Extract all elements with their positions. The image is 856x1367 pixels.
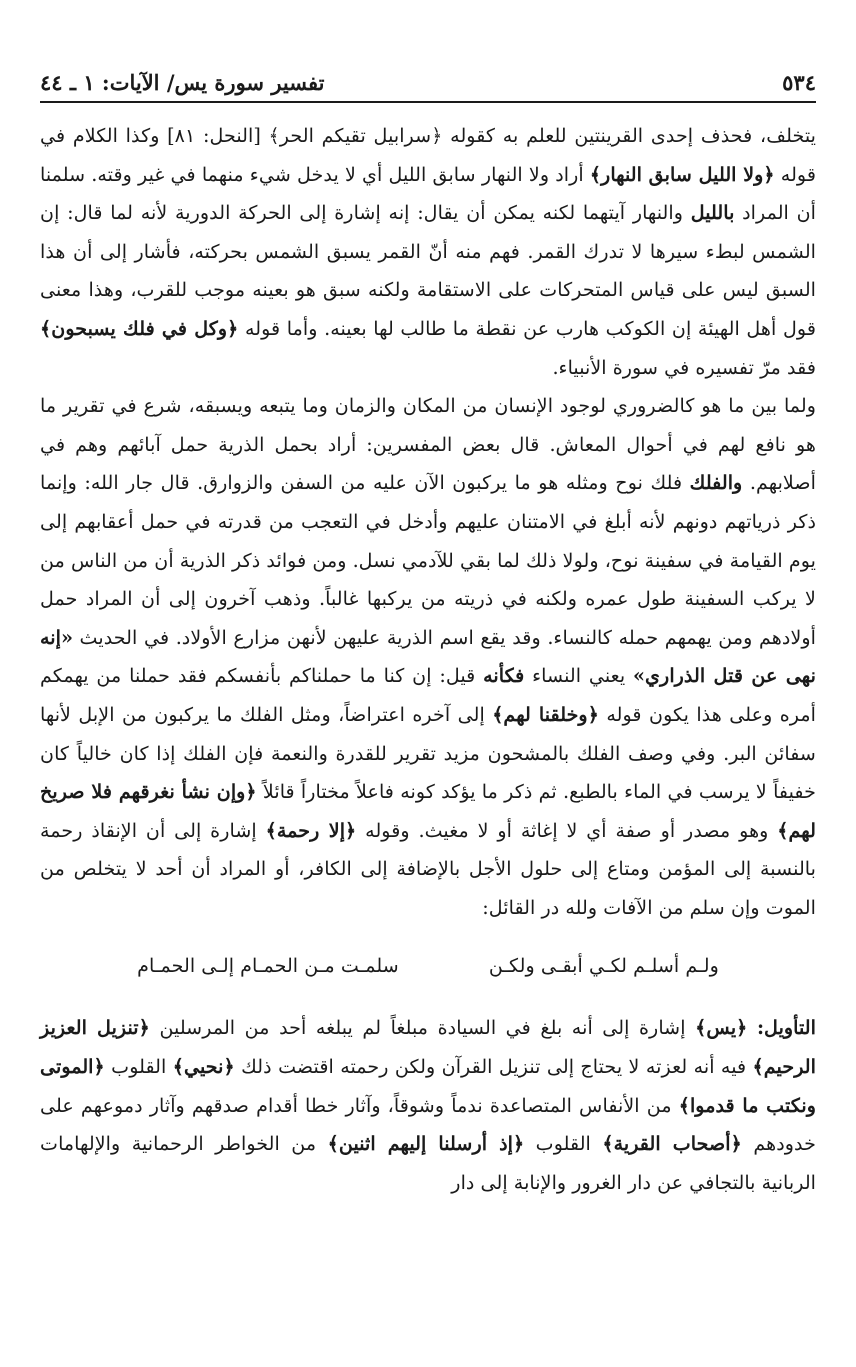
paragraph-2 (40, 387, 816, 927)
quran-quote: ﴿الموتى ونكتب ما قدموا﴾ (40, 1055, 817, 1117)
quran-quote: ﴿نحيي﴾ (172, 1055, 235, 1079)
text-run: القلوب (104, 1055, 173, 1079)
taweel-label: التأويل: (756, 1016, 816, 1040)
text-run: وهو مصدر أو صفة أي لا إغاثة أو لا مغيث. وقوله (356, 818, 778, 842)
commentary-text (40, 117, 816, 927)
paragraph-1 (40, 117, 816, 387)
text-run: ولما بين ما هو كالضروري لوجود الإنسان من المكان والزمان وما يتبعه ويسبقه، شرع في تقرير ما هو نافع لهم في أحوال المعاش. قال بعض المفسرين: أراد بحمل الذرية حمل آبائهم وهم في أصلابهم. (40, 394, 816, 495)
quran-quote: ﴿تنزيل العزيز الرحيم﴾ (40, 1016, 816, 1079)
page-number: ٥٣٤ (782, 70, 816, 95)
text-run: قيل: إن كنا ما حملناكم بأنفسكم فقد حملنا من يهمكم أمره وعلى هذا يكون قوله (40, 664, 816, 726)
text-run: القلوب (524, 1132, 603, 1156)
quran-quote: ﴿وكل في فلك يسبحون﴾ (40, 316, 239, 340)
quran-quote: ﴿وإن نشأ نغرقهم فلا صريخ لهم﴾ (40, 780, 816, 842)
text-run: فقد مرّ تفسيره في سورة الأنبياء. (552, 355, 816, 379)
quran-quote: ﴿وخلقنا لهم﴾ (492, 702, 599, 726)
quran-word: بالليل (690, 201, 735, 225)
quran-quote: ﴿أصحاب القرية﴾ (602, 1132, 742, 1156)
verse-hemistich-left: سلمـت مـن الحمـام إلـى الحمـام (137, 954, 399, 978)
running-header (40, 70, 816, 103)
book-page (40, 70, 816, 1202)
quran-quote: ﴿يس﴾ (695, 1016, 748, 1040)
poetry-verse (40, 947, 816, 985)
quran-quote: ﴿إلا رحمة﴾ (265, 818, 357, 842)
verse-hemistich-right: ولـم أسلـم لكـي أبقـى ولكـن (488, 954, 719, 978)
text-run (747, 1016, 757, 1039)
running-title: تفسير سورة يس/ الآيات: ١ ـ ٤٤ (40, 70, 325, 95)
text-run: إشارة إلى أنه بلغ في السيادة مبلغاً لم يبلغه أحد من المرسلين (149, 1016, 696, 1040)
text-run: والنهار آيتهما لكنه يمكن أن يقال: إنه إشارة إلى الحركة الدورية لأنه لما قال: إن الشمس لبطء سيرها لا تدرك القمر. فهم منه أنّ القمر يسبق الشمس بحركته، فأشار إلى أن هذا السبق ليس على قياس المتحركات على الاستقامة ولكنه سبق هو بعينه موجب للقرب، وهذا معنى قول أهل الهيئة إن الكوكب هارب عن نقطة ما طالب لها بعينه. وأما قوله (40, 201, 816, 340)
text-run: من الأنفاس المتصاعدة ندماً وشوقاً، وآثار خطا أقدام صدقهم وآثار دموعهم على خدودهم (40, 1093, 816, 1156)
text-run: إشارة إلى أن الإنقاذ رحمة بالنسبة إلى المؤمن ومتاع إلى حلول الأجل بالإضافة إلى الكافر، أو المراد أن أحد لا يتخلص من الموت وإن سلم من الآفات ولله در القائل: (40, 818, 816, 919)
taweel-section (40, 1009, 816, 1202)
quran-quote: ﴿ولا الليل سابق النهار﴾ (589, 162, 775, 186)
text-run: إلى آخره اعتراضاً، ومثل الفلك ما يركبون من الإبل لأنها سفائن البر. وفي وصف الفلك بالمشحون مزيد تقرير للقدرة والنعمة فإن الفلك إذا كان خالياً كان خفيفاً لا يرسب في الماء بالطبع. ثم ذكر ما يؤكد كونه فاعلاً مختاراً قائلاً (40, 702, 816, 804)
quran-quote: ﴿إذ أرسلنا إليهم اثنين﴾ (327, 1132, 525, 1156)
text-run: يتخلف، فحذف إحدى القرينتين للعلم به كقوله ﴿سرابيل تقيكم الحر﴾ [النحل: ٨١] وكذا الكلام في قوله (40, 124, 816, 186)
quran-word: والفلك (689, 471, 743, 495)
hadith-quote: «إنه نهى عن قتل الذراري» (40, 625, 816, 688)
text-run: من الخواطر الرحمانية والإلهامات الربانية بالتجافي عن دار الغرور والإنابة إلى دار (40, 1132, 816, 1194)
text-run: يعني النساء (524, 664, 634, 688)
text-run: فلك نوح ومثله هو ما يركبون الآن عليه من السفن والزوارق. قال جار الله: وإنما ذكر ذرياتهم دونهم لأنه أبلغ في الامتنان عليهم وأدخل في التعجب من قدرته في حمل أعقابهم إلى يوم القيامة في سفينة نوح، ولولا ذلك لما بقي للآدمي نسل. ومن فوائد ذكر الذرية أن من الناس من لا يركب السفينة طول عمره ولكنه في ذريته من يركبها غالباً. وذهب آخرون إلى أن المراد حمل أولادهم ومن يهمهم حمله كالنساء. وقد يقع اسم الذرية عليهن لأنهن مزارع الأولاد. في الحديث (39, 471, 816, 649)
bold-word: فكأنه (483, 664, 525, 688)
taweel-paragraph (40, 1009, 816, 1202)
text-run: فيه أنه لعزته لا يحتاج إلى تنزيل القرآن ولكن رحمته اقتضت ذلك (234, 1055, 753, 1079)
text-run: أراد ولا النهار سابق الليل أي لا يدخل شيء منهما في غير وقته. سلمنا أن المراد (40, 162, 816, 225)
